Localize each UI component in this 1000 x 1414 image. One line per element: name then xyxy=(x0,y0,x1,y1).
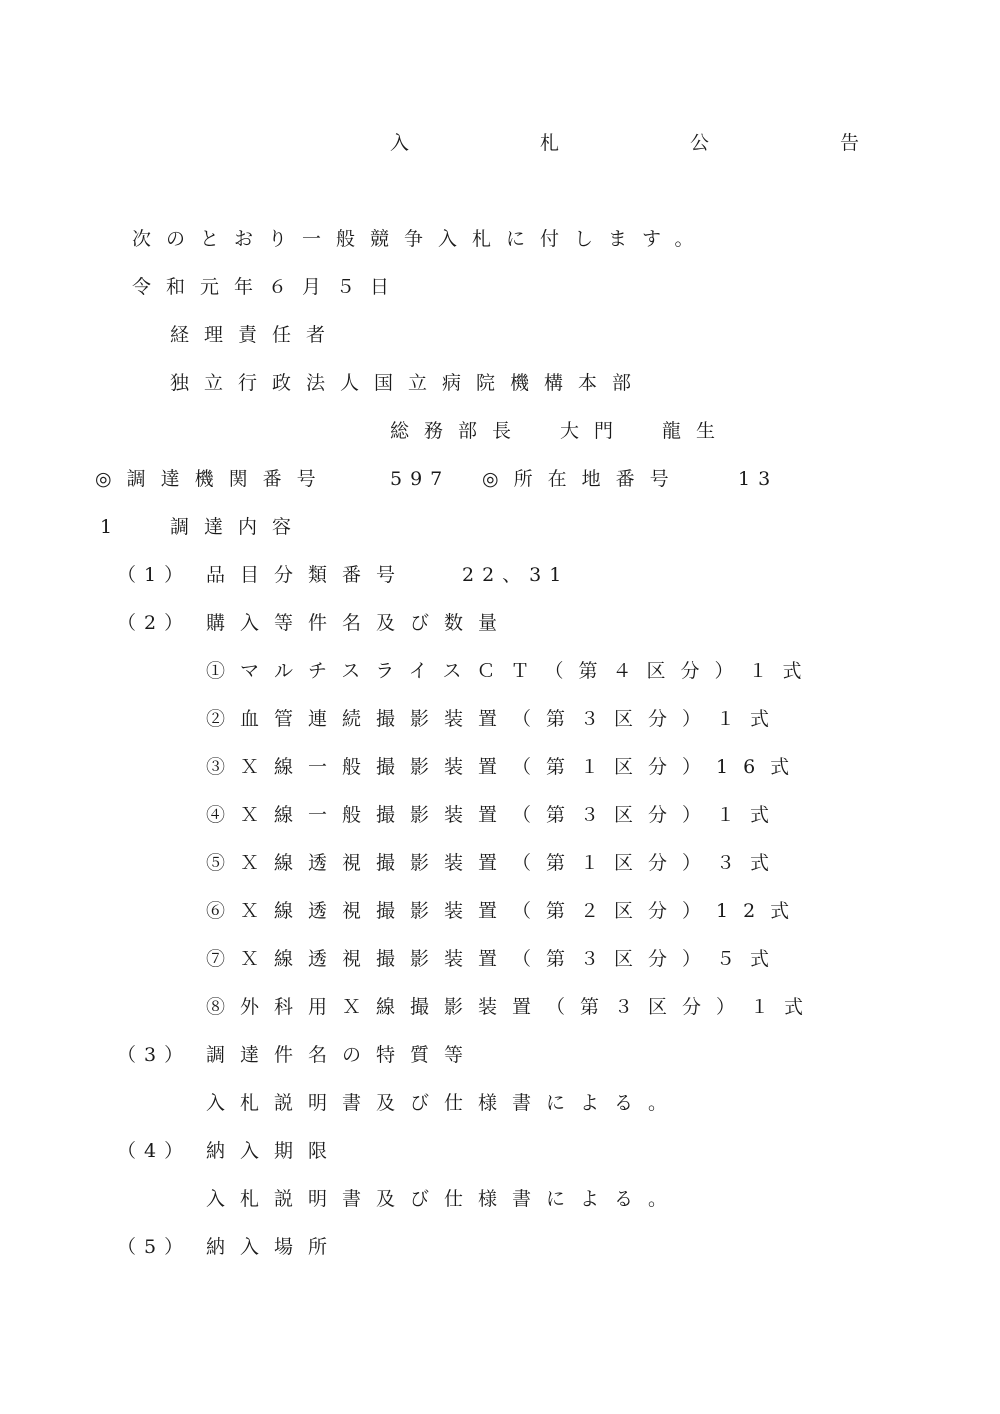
item-label: （4） xyxy=(117,1140,192,1162)
equipment-entry: ⑤Ｘ線透視撮影装置（第１区分）３式 xyxy=(206,852,785,874)
equipment-entry: ⑦Ｘ線透視撮影装置（第３区分）５式 xyxy=(206,948,785,970)
procurement-id-label: ◎調達機関番号 xyxy=(95,468,331,490)
equipment-entry: ②血管連続撮影装置（第３区分）１式 xyxy=(206,708,785,730)
item-heading: 購入等件名及び数量 xyxy=(206,612,513,634)
official-role: 経理責任者 xyxy=(170,324,341,346)
item-heading: 品目分類番号 xyxy=(206,564,411,586)
intro-text: 次のとおり一般競争入札に付します。 xyxy=(132,228,709,250)
item-heading: 納入場所 xyxy=(206,1236,343,1258)
equipment-entry: ⑥Ｘ線透視撮影装置（第２区分）12式 xyxy=(206,900,805,922)
section-heading: 調達内容 xyxy=(170,516,307,538)
document-title: 入 札 公 告 xyxy=(390,132,916,154)
equipment-entry: ③Ｘ線一般撮影装置（第１区分）16式 xyxy=(206,756,805,778)
item-label: （2） xyxy=(117,612,192,634)
classification-number: 22、31 xyxy=(462,564,570,586)
item-label: （3） xyxy=(117,1044,192,1066)
equipment-entry: ④Ｘ線一般撮影装置（第３区分）１式 xyxy=(206,804,785,826)
location-id: 13 xyxy=(738,468,779,490)
item-label: （5） xyxy=(117,1236,192,1258)
item-label: （1） xyxy=(117,564,192,586)
signer-name: 総務部長 大門 龍生 xyxy=(390,420,731,442)
item-body: 入札説明書及び仕様書による。 xyxy=(206,1092,683,1114)
section-number: 1 xyxy=(100,516,128,538)
equipment-entry: ①マルチスライスＣＴ（第４区分）１式 xyxy=(206,660,817,682)
equipment-entry: ⑧外科用Ｘ線撮影装置（第３区分）１式 xyxy=(206,996,819,1018)
item-heading: 納入期限 xyxy=(206,1140,343,1162)
notice-date: 令和元年６月５日 xyxy=(132,276,405,298)
organization-name: 独立行政法人国立病院機構本部 xyxy=(170,372,647,394)
item-body: 入札説明書及び仕様書による。 xyxy=(206,1188,683,1210)
item-heading: 調達件名の特質等 xyxy=(206,1044,479,1066)
procurement-id: 597 xyxy=(390,468,451,490)
location-label: ◎所在地番号 xyxy=(482,468,684,490)
